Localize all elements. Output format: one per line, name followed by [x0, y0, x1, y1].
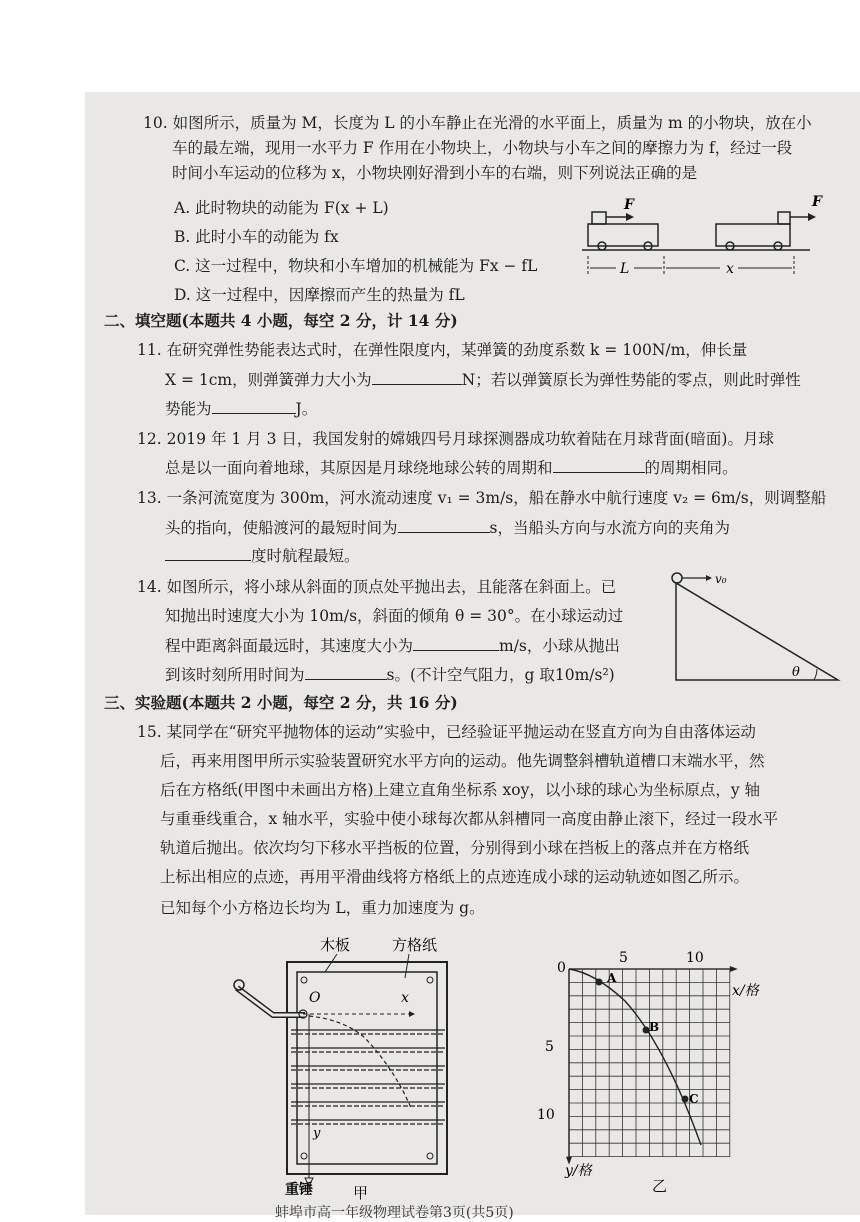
q14-text-a: 程中距离斜面最远时，其速度大小为	[165, 637, 414, 655]
figure-jia-caption: 甲	[353, 1184, 369, 1202]
q13-line-3	[165, 546, 360, 566]
q11-text-b: N；若以弹簧原长为弹性势能的零点，则此时弹性	[461, 371, 801, 389]
q15-line-6: 上标出相应的点迹，再用平滑曲线将方格纸上的点迹连成小球的运动轨迹如图乙所示。	[160, 868, 750, 886]
q13-text-a: 头的指向，使船渡河的最短时间为	[165, 519, 398, 537]
q13-line-2	[165, 518, 730, 538]
q14-incline-figure	[668, 570, 843, 685]
q14-line-1: 14. 如图所示，将小球从斜面的顶点处平抛出去，且能落在斜面上。已	[137, 578, 617, 596]
q15-line-3: 后在方格纸(甲图中未画出方格)上建立直角坐标系 xoy，以小球的球心为坐标原点，y 轴	[160, 781, 761, 799]
q10-stem-line-2: 车的最左端，现用一水平力 F 作用在小物块上，小物块与小车之间的摩擦力为 f，经过一段	[172, 139, 793, 157]
q12-text-a: 总是以一面向着地球，其原因是月球绕地球公转的周期和	[165, 459, 553, 477]
x-tick-5: 5	[619, 950, 628, 966]
q14-line-4	[165, 665, 615, 685]
q14-text-b: m/s，小球从抛出	[499, 637, 620, 655]
q14-answer-blank-2[interactable]	[305, 665, 387, 680]
point-C-label: C	[689, 1092, 699, 1106]
q11-line-2	[165, 370, 801, 390]
q11-line-3	[165, 399, 317, 419]
q13-text-c: 度时航程最短。	[251, 547, 360, 565]
q10-displacement-x-label: x	[726, 261, 734, 277]
q11-text-c: 势能为	[165, 400, 212, 418]
q11-answer-blank-1[interactable]	[372, 370, 462, 385]
page-footer: 蚌埠市高一年级物理试卷第3页(共5页)	[275, 1205, 514, 1221]
x-axis-label-yi: x/格	[732, 983, 759, 999]
q10-option-a: A. 此时物块的动能为 F(x + L)	[174, 199, 389, 217]
point-A-label: A	[607, 971, 617, 985]
q14-theta-label: θ	[792, 665, 800, 680]
grid-origin-label: 0	[557, 960, 566, 976]
q15-line-5: 轨道后抛出。依次均匀下移水平挡板的位置，分别得到小球在挡板上的落点并在方格纸	[160, 839, 750, 857]
q11-answer-blank-2[interactable]	[212, 399, 296, 414]
q10-length-L-label: L	[620, 261, 630, 277]
figure-yi-caption: 乙	[652, 1177, 668, 1195]
q14-v0-label: v₀	[715, 572, 727, 586]
q10-option-c: C. 这一过程中，物块和小车增加的机械能为 Fx − fL	[174, 257, 538, 275]
q10-option-d: D. 这一过程中，因摩擦而产生的热量为 fL	[174, 286, 465, 304]
q14-line-3	[165, 636, 620, 656]
q15-line-2: 后，再来用图甲所示实验装置研究水平方向的运动。他先调整斜槽轨道槽口末端水平，然	[160, 752, 765, 770]
q11-text-a: X = 1cm，则弹簧弹力大小为	[165, 371, 372, 389]
point-B-label: B	[649, 1020, 660, 1034]
section-2-heading: 二、填空题(本题共 4 小题，每空 2 分，计 14 分)	[104, 311, 458, 330]
figure-yi-trajectory-grid	[535, 945, 775, 1195]
q10-force-label-2: F	[812, 194, 822, 210]
q10-force-label-1: F	[624, 197, 634, 213]
x-axis-arrow	[730, 966, 738, 972]
x-axis-label-jia: x	[401, 990, 409, 1006]
q10-stem-line-1: 10. 如图所示，质量为 M，长度为 L 的小车静止在光滑的水平面上，质量为 m 的小物块，放在小	[143, 114, 812, 132]
y-tick-10: 10	[537, 1107, 555, 1123]
q13-line-1: 13. 一条河流宽度为 300m，河水流动速度 v₁ = 3m/s，船在静水中航行速度 v₂ = 6m/s，则调整船	[137, 489, 827, 507]
q14-line-2: 知抛出时速度大小为 10m/s，斜面的倾角 θ = 30°。在小球运动过	[165, 607, 624, 625]
y-tick-5: 5	[545, 1039, 554, 1055]
q13-answer-blank-1[interactable]	[398, 518, 490, 533]
q10-option-b: B. 此时小车的动能为 fx	[174, 228, 339, 246]
q12-line-2	[165, 458, 738, 478]
q15-line-1: 15. 某同学在“研究平抛物体的运动”实验中，已经验证平抛运动在竖直方向为自由落体运动	[137, 723, 756, 741]
q10-stem-line-3: 时间小车运动的位移为 x，小物块刚好滑到小车的右端，则下列说法正确的是	[172, 164, 698, 182]
y-axis-label-yi: y/格	[565, 1163, 592, 1179]
board-label: 木板	[320, 936, 351, 954]
q14-text-d: s。(不计空气阻力，g 取10m/s²)	[386, 666, 615, 684]
q11-text-d: J。	[295, 400, 318, 418]
q12-text-b: 的周期相同。	[644, 459, 738, 477]
q12-line-1: 12. 2019 年 1 月 3 日，我国发射的嫦娥四号月球探测器成功软着陆在月球背面(暗面)。月球	[137, 430, 774, 448]
q14-text-c: 到该时刻所用时间为	[165, 666, 305, 684]
section-3-heading: 三、实验题(本题共 2 小题，每空 2 分，共 16 分)	[104, 693, 458, 712]
q10-cart-figure	[580, 190, 820, 285]
q13-answer-blank-2[interactable]	[165, 546, 251, 561]
q14-answer-blank-1[interactable]	[413, 636, 499, 651]
q11-line-1: 11. 在研究弹性势能表达式时，在弹性限度内，某弹簧的劲度系数 k = 100N/m，伸长量	[137, 341, 748, 359]
grid-paper-label: 方格纸	[392, 936, 438, 954]
q12-answer-blank[interactable]	[553, 458, 645, 473]
origin-O-label: O	[309, 990, 321, 1006]
x-tick-10: 10	[686, 950, 704, 966]
y-axis-label-jia: y	[313, 1126, 321, 1141]
q15-line-4: 与重垂线重合，x 轴水平，实验中使小球每次都从斜槽同一高度由静止滚下，经过一段水平	[160, 810, 779, 828]
q15-line-7: 已知每个小方格边长均为 L，重力加速度为 g。	[160, 899, 485, 917]
plumb-weight-label: 重锤	[285, 1182, 313, 1198]
figure-jia-apparatus	[225, 930, 475, 1200]
q13-text-b: s，当船头方向与水流方向的夹角为	[489, 519, 730, 537]
